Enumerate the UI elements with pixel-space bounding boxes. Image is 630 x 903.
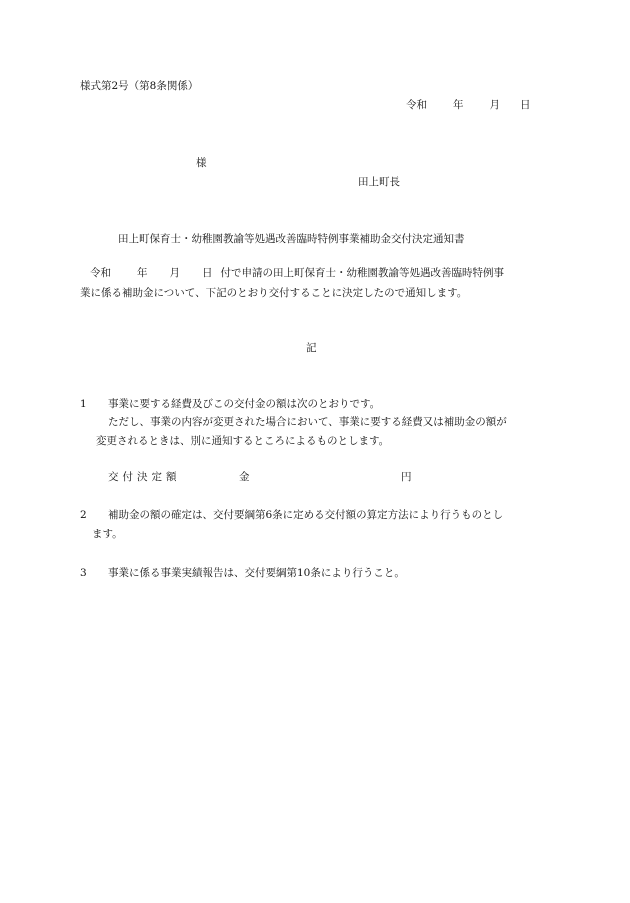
item-1-number: 1 <box>80 398 87 410</box>
date-month: 月 <box>489 99 500 111</box>
document-title: 田上町保育士・幼稚園教諭等処遇改善臨時特例事業補助金交付決定通知書 <box>118 233 465 245</box>
intro-year: 年 <box>137 267 148 279</box>
item-2-text-continued: ます。 <box>92 528 123 540</box>
intro-month: 月 <box>169 267 180 279</box>
item-2-text: 補助金の額の確定は、交付要綱第6条に定める交付額の算定方法により行うものとし <box>108 509 504 521</box>
item-1-note-line-2: 変更されるときは、別に通知するところによるものとします。 <box>96 435 390 447</box>
amount-prefix: 金 <box>239 471 250 483</box>
amount-label: 交付決定額 <box>108 471 181 483</box>
date-year: 年 <box>453 99 464 111</box>
intro-line-2: 業に係る補助金について、下記のとおり交付することに決定したので通知します。 <box>80 287 468 299</box>
issue-date <box>406 100 531 111</box>
intro-rest: 付で申請の田上町保育士・幼稚園教諭等処遇改善臨時特例事 <box>220 267 504 279</box>
intro-day: 日 <box>202 267 213 279</box>
amount-unit: 円 <box>401 471 412 483</box>
addressee-suffix: 様 <box>196 157 207 169</box>
item-3-text: 事業に係る事業実績報告は、交付要綱第10条により行うこと。 <box>108 567 405 579</box>
item-1-text: 事業に要する経費及びこの交付金の額は次のとおりです。 <box>108 398 381 410</box>
intro-era: 令和 <box>90 267 111 279</box>
sender-name: 田上町長 <box>358 176 400 188</box>
item-2-number: 2 <box>80 509 87 521</box>
form-number: 様式第2号（第8条関係） <box>80 80 199 92</box>
ki-heading: 記 <box>306 342 317 354</box>
date-era: 令和 <box>406 99 427 111</box>
item-1-note-line-1: ただし、事業の内容が変更された場合において、事業に要する経費又は補助金の額が <box>108 416 507 428</box>
date-day: 日 <box>520 99 531 111</box>
item-3-number: 3 <box>80 567 87 579</box>
intro-line-1 <box>90 268 504 279</box>
